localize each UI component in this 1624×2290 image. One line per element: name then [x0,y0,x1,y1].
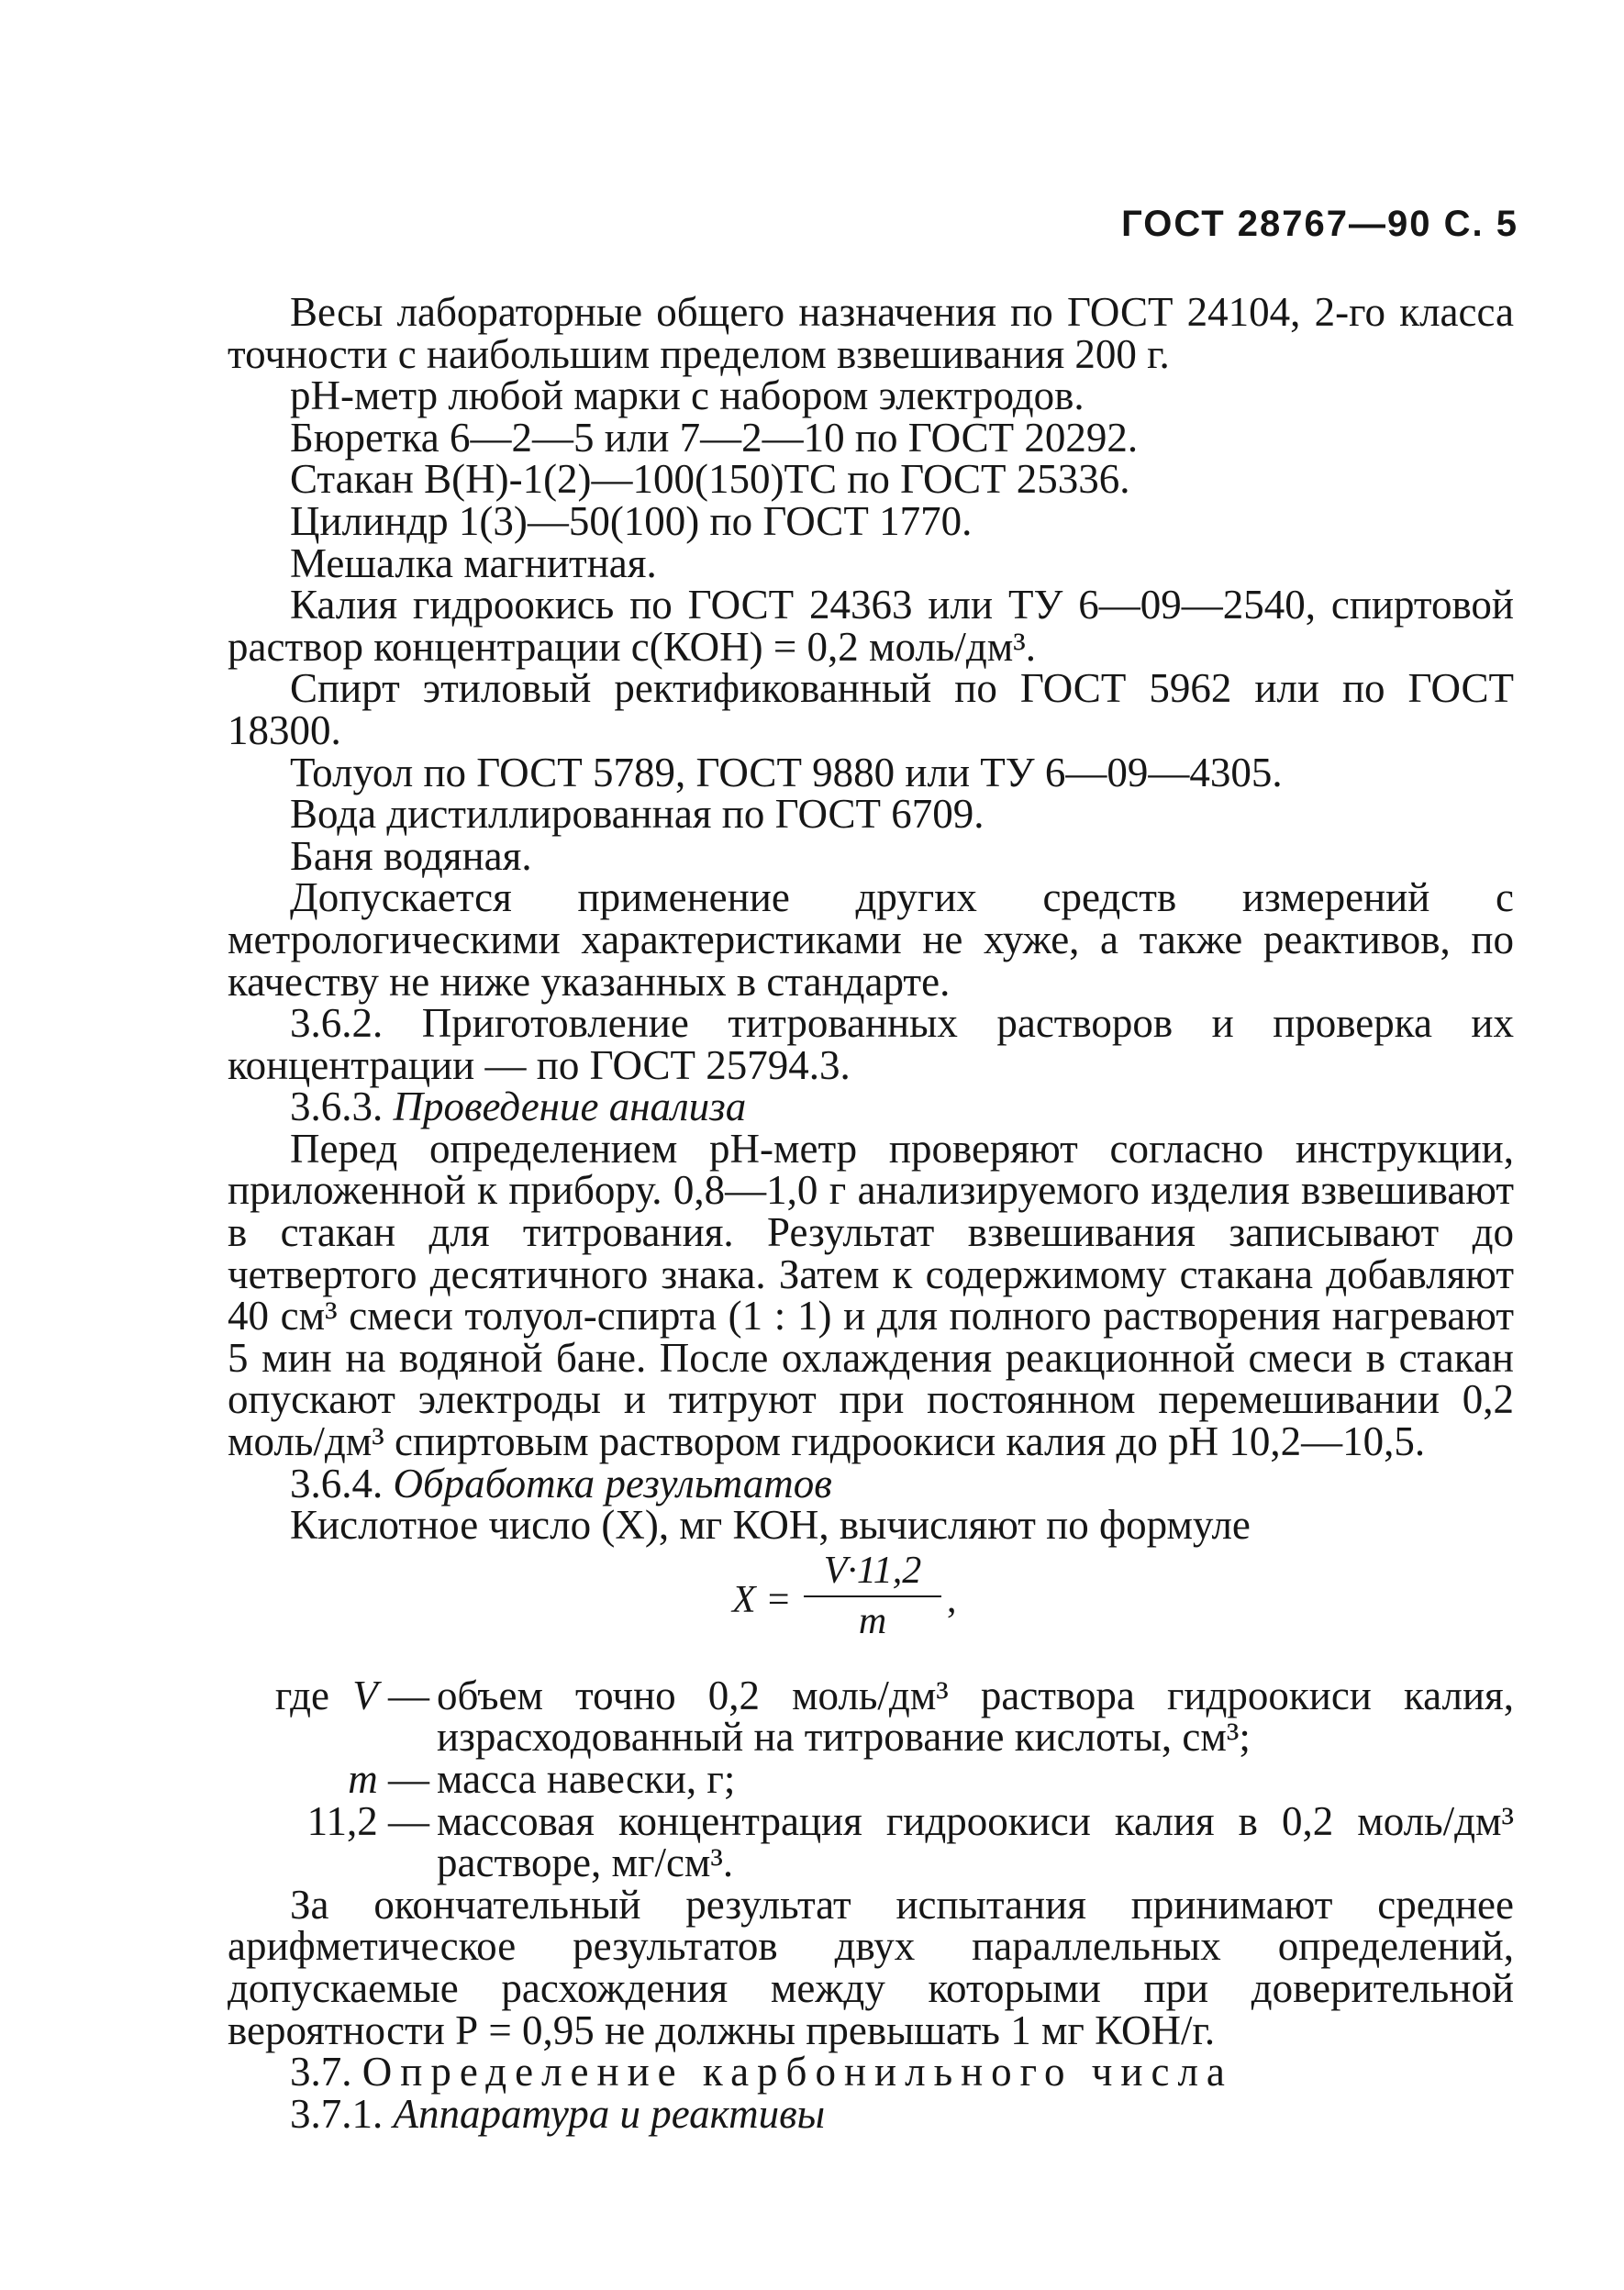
equipment-substitution-note: Допускается применение других средств измерений с метрологическими характеристиками не хуже, а также реактивов, по качеству не ниже указанных в стандарте. [228,874,1514,1005]
formula-legend [228,1672,1514,1886]
equipment-ph-meter: рН-метр любой марки с набором электродов. [290,372,1085,419]
legend-dash: — [388,1672,429,1718]
reagent-toluene: Толуол по ГОСТ 5789, ГОСТ 9880 или ТУ 6—09—4305. [290,749,1283,795]
analysis-procedure: Перед определением рН-метр проверяют согласно инструкции, приложенной к прибору. 0,8—1,0 г анализируемого изделия взвешивают в стакан для титрования. Результат взвешивания записывают до четвертого десятичного знака. Затем к содержимому стакана добавляют 40 см³ смеси толуол-спирта (1 : 1) и для полного растворения нагревают 5 мин на водяной бане. После охлаждения реакционной смеси в стакан опускают электроды и титруют при постоянном перемешивании 0,2 моль/дм³ спиртовым раствором гидроокиси калия до рН 10,2—10,5. [228,1125,1514,1465]
final-result-text: За окончательный результат испытания принимают среднее арифметическое результатов двух параллельных определений, допускаемые расхождения между которыми при доверительной вероятности Р = 0,95 не должны превышать 1 мг КОН/г. [228,1881,1514,2053]
legend-text: массовая концентрация гидроокиси калия в 0,2 моль/дм³ растворе, мг/см³. [437,1797,1514,1886]
formula-trail: , [947,1578,957,1621]
section-3-6-4-heading [228,1460,1514,1506]
formula-intro: Кислотное число (X), мг КОН, вычисляют по формуле [290,1502,1251,1549]
section-title: Обработка результатов [393,1460,832,1506]
equipment-burette: Бюретка 6—2—5 или 7—2—10 по ГОСТ 20292. [290,414,1139,461]
legend-symbol: m [348,1756,378,1802]
legend-item [228,1797,1514,1886]
legend-item [228,1756,1514,1802]
section-title: Проведение анализа [393,1084,747,1130]
section-title: Аппаратура и реактивы [393,2090,826,2137]
document-body [228,289,1514,2137]
section-number: 3.6.3. [290,1084,384,1130]
formula-lhs: X = [732,1578,792,1621]
section-3-6-3-heading [228,1086,1514,1128]
equipment-cylinder: Цилиндр 1(3)—50(100) по ГОСТ 1770. [290,497,973,544]
legend-text: объем точно 0,2 моль/дм³ раствора гидроокиси калия, израсходованный на титрование кислоты, см³; [437,1672,1514,1761]
page-header: ГОСТ 28767—90 С. 5 [1121,204,1518,244]
reagent-water: Вода дистиллированная по ГОСТ 6709. [290,791,984,838]
section-number: 3.6.4. [290,1460,384,1506]
reagent-koh: Калия гидроокись по ГОСТ 24363 или ТУ 6—09—2540, спиртовой раствор концентрации с(КОН) = 0,2 моль/дм³. [228,582,1514,670]
legend-where-word: где [274,1672,329,1718]
legend-dash: — [388,1797,429,1844]
legend-text: масса навески, г; [437,1756,736,1802]
legend-symbol: 11,2 [306,1797,378,1844]
equipment-stirrer: Мешалка магнитная. [290,539,657,586]
section-number: 3.7. [290,2049,352,2095]
equipment-scales: Весы лабораторные общего назначения по ГОСТ 24104, 2-го класса точности с наибольшим пределом взвешивания 200 г. [228,289,1514,377]
section-3-7-1-heading [228,2090,1514,2137]
acid-number-formula [228,1551,1514,1661]
section-number: 3.7.1. [290,2090,384,2137]
formula-numerator: V·11,2 [804,1551,941,1598]
legend-item [228,1672,1514,1761]
formula-denominator: m [858,1600,887,1643]
section-3-6-2: 3.6.2. Приготовление титрованных растворов и проверка их концентрации — по ГОСТ 25794.3. [228,1000,1514,1088]
section-3-7-heading [228,2051,1514,2094]
legend-dash: — [388,1756,429,1802]
reagent-ethanol: Спирт этиловый ректификованный по ГОСТ 5962 или по ГОСТ 18300. [228,665,1514,753]
equipment-beaker: Стакан В(Н)-1(2)—100(150)ТС по ГОСТ 25336. [290,456,1130,503]
section-title: Определение карбонильного числа [362,2049,1233,2095]
legend-symbol: V [352,1672,378,1718]
equipment-water-bath: Баня водяная. [290,832,532,879]
formula-fraction [804,1551,941,1643]
